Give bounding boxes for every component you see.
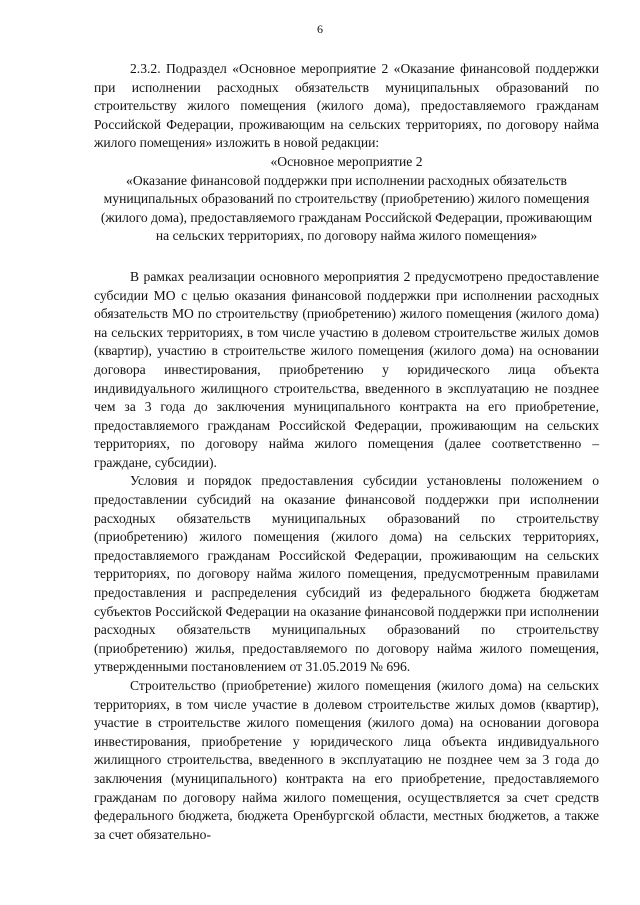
subsection-heading-line-1: «Основное мероприятие 2 (270, 153, 423, 169)
body-paragraph-2: Условия и порядок предоставления субсидии установлены положением о предоставлении субсидий на оказание финансовой поддержки при исполнении расходных обязательств муниципальных образований по строительству (приобретению) жилого помещения (жилого дома) на сельских территориях, предоставляемого гражданам Российской Федерации, проживающим на сельских территориях, по договору найма жилого помещения, предусмотренным правилами предоставления и распределения субсидий из федерального бюджета бюджетам субъектов Российской Федерации на оказание финансовой поддержки при исполнении расходных обязательств муниципальных образований по строительству (приобретению) жилья, предоставляемого по договору найма жилого помещения, утвержденными постановлением от 31.05.2019 № 696. (94, 473, 599, 675)
spacer (94, 246, 599, 268)
document-body (94, 60, 599, 844)
subsection-heading-title: «Оказание финансовой поддержки при исполнении расходных обязательств муниципальных образований по строительству (приобретению) жилого помещения (жилого дома), предоставляемого гражданам Российской Федерации, проживающим на сельских территориях, по договору найма жилого помещения» (100, 172, 593, 244)
section-intro-paragraph: 2.3.2. Подраздел «Основное мероприятие 2 «Оказание финансовой поддержки при исполнении расходных обязательств муниципальных образований по строительству жилого помещения (жилого дома), предоставляемого гражданам Российской Федерации, проживающим на сельских территориях, по договору найма жилого помещения» изложить в новой редакции: (94, 61, 599, 151)
body-paragraph-1: В рамках реализации основного мероприятия 2 предусмотрено предоставление субсидии МО с целью оказания финансовой поддержки при исполнении расходных обязательств МО по строительству (приобретению) жилого помещения (жилого дома) на сельских территориях, в том числе участию в долевом строительстве жилых домов (квартир), участию в строительстве жилого помещения (жилого дома) на основании договора инвестирования, приобретению у юридического лица объекта индивидуального жилищного строительства, введенного в эксплуатацию не позднее чем за 3 года до заключения муниципального контракта на его приобретение, предоставляемого гражданам Российской Федерации, проживающим на сельских территориях, по договору найма жилого помещения (далее соответственно – граждане, субсидии). (94, 268, 599, 470)
body-paragraph-3: Строительство (приобретение) жилого помещения (жилого дома) на сельских территориях, в том числе участие в долевом строительстве жилых домов (квартир), участие в строительстве жилого помещения (жилого дома) на основании договора инвестирования, приобретение у юридического лица объекта индивидуального жилищного строительства, введенного в эксплуатацию не позднее чем за 3 года до заключения (муниципального) контракта на его приобретение, предоставляемого гражданам по договору найма жилого помещения, осуществляется за счет средств федерального бюджета, бюджета Оренбургской области, местных бюджетов, а также за счет обязательно- (94, 678, 599, 842)
page-number: 6 (317, 22, 323, 36)
